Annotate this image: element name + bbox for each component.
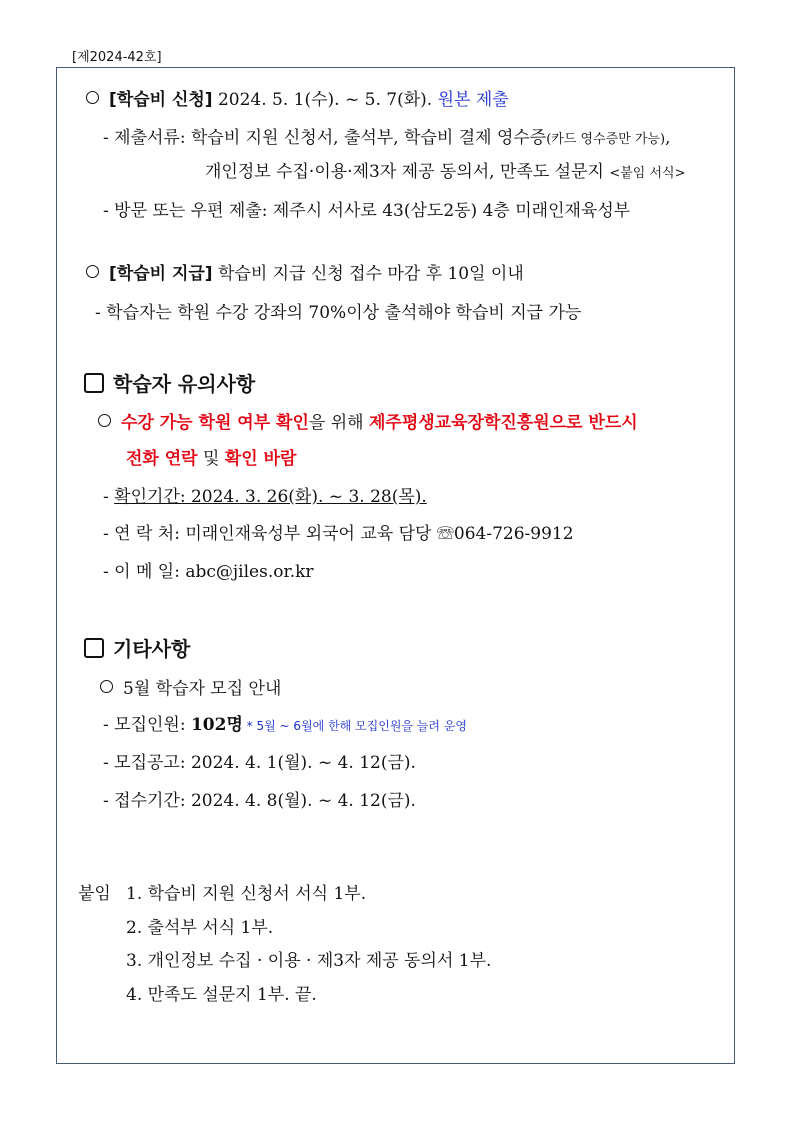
square-bullet-icon: [84, 373, 104, 393]
caution-red-4: 확인 바람: [224, 449, 297, 469]
submission-docs-text: 학습비 지원 신청서, 출석부, 학습비 결제 영수증: [190, 128, 547, 148]
circle-bullet-icon: [100, 680, 113, 693]
confirm-period-dash: -: [103, 487, 115, 507]
application-heading: [학습비 신청]: [109, 90, 213, 110]
payment-text: 학습비 지급 신청 접수 마감 후 10일 이내: [212, 264, 524, 284]
circle-bullet-icon: [98, 414, 111, 427]
confirm-period-line: [103, 486, 427, 508]
caution-section-title: [84, 371, 255, 397]
payment-heading: [학습비 지급]: [109, 264, 213, 284]
circle-bullet-icon: [86, 91, 99, 104]
caution-red-1: 수강 가능 학원 여부 확인: [121, 413, 309, 433]
recruit-count-line: [103, 714, 467, 737]
caution-line-2: [126, 448, 296, 470]
recruit-announcement-line: - 모집공고: 2024. 4. 1(월). ~ 4. 12(금).: [103, 753, 416, 773]
circle-bullet-icon: [86, 265, 99, 278]
document-number: [제2024-42호]: [72, 50, 162, 65]
submission-docs-text-2: 개인정보 수집·이용·제3자 제공 동의서, 만족도 설문지: [205, 162, 610, 182]
recruitment-notice-text: 5월 학습자 모집 안내: [123, 679, 282, 699]
submission-docs-line-2: [205, 161, 685, 185]
card-receipt-note: (카드 영수증만 가능): [546, 132, 666, 147]
caution-red-3: 전화 연락: [126, 449, 198, 469]
payment-condition: - 학습자는 학원 수강 강좌의 70%이상 출석해야 학습비 지급 가능: [95, 303, 582, 323]
attachment-item: 4. 만족도 설문지 1부. 끝.: [126, 985, 317, 1005]
submission-docs-label: - 제출서류:: [103, 128, 191, 148]
contact-line: - 연 락 처: 미래인재육성부 외국어 교육 담당 ☏064-726-9912: [103, 524, 574, 544]
visit-submission-line: - 방문 또는 우편 제출: 제주시 서사로 43(삼도2동) 4층 미래인재육성부: [103, 201, 631, 221]
recruit-count-label: - 모집인원:: [103, 715, 191, 735]
application-line: [86, 89, 509, 111]
attached-form-note: <붙임 서식>: [609, 166, 686, 181]
caution-text-1: 을 위해: [308, 413, 369, 433]
recruit-count-value: 102명: [190, 715, 243, 735]
payment-line: [86, 263, 524, 285]
attachment-item: 2. 출석부 서식 1부.: [126, 918, 274, 938]
application-period: 2024. 5. 1(수). ~ 5. 7(화).: [212, 90, 438, 110]
receipt-period-line: - 접수기간: 2024. 4. 8(월). ~ 4. 12(금).: [103, 791, 416, 811]
original-submission-note: 원본 제출: [437, 90, 509, 110]
recruit-count-note: * 5월 ~ 6월에 한해 모집인원을 늘려 운영: [242, 719, 468, 733]
attachment-item: 1. 학습비 지원 신청서 서식 1부.: [126, 884, 367, 904]
confirm-period-text: 확인기간: 2024. 3. 26(화). ~ 3. 28(목).: [114, 487, 427, 507]
caution-line-1: [98, 412, 638, 434]
other-section-title: [84, 636, 190, 662]
caution-title-text: 학습자 유의사항: [113, 372, 256, 396]
email-line: - 이 메 일: abc@jiles.or.kr: [103, 562, 314, 582]
square-bullet-icon: [84, 638, 104, 658]
other-title-text: 기타사항: [113, 637, 191, 661]
docs-line-comma: ,: [665, 128, 671, 148]
attachment-item: 3. 개인정보 수집 · 이용 · 제3자 제공 동의서 1부.: [126, 951, 492, 971]
caution-red-2: 제주평생교육장학진흥원으로 반드시: [368, 413, 638, 433]
attachments-label: 붙임: [78, 884, 111, 904]
submission-docs-line-1: [103, 127, 671, 151]
caution-text-2: 및: [197, 449, 225, 469]
recruitment-notice-item: [100, 678, 281, 700]
